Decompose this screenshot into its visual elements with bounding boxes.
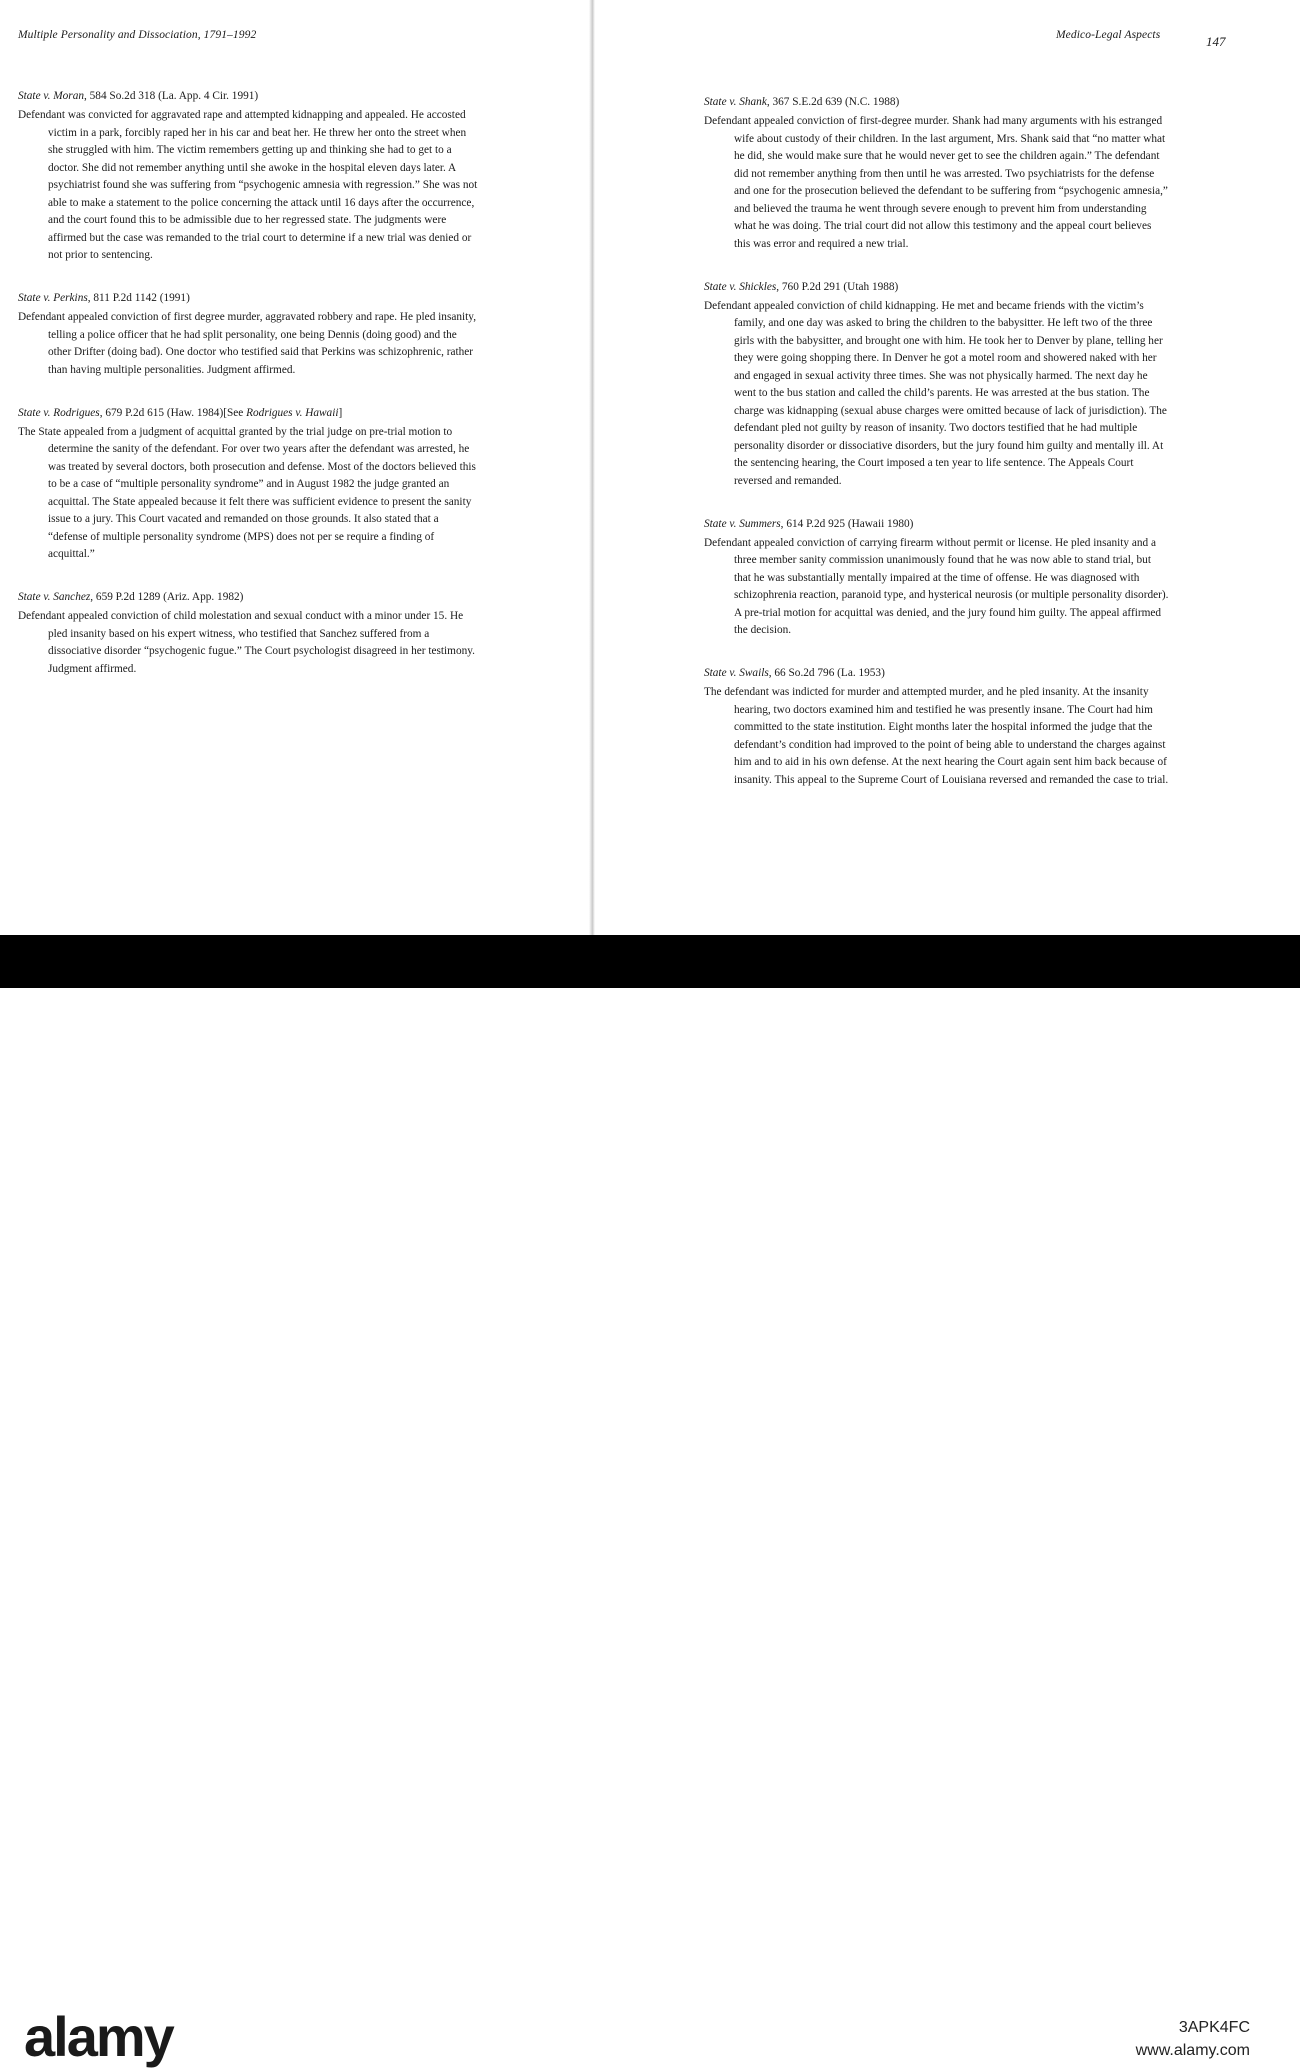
- cross-reference-case: Rodrigues v. Hawaii: [246, 406, 339, 419]
- image-id: 3APK4FC: [1178, 2019, 1250, 2036]
- case-entry: [704, 94, 1170, 253]
- case-reporter: , 811 P.2d 1142 (1991): [87, 292, 190, 304]
- case-citation: [704, 665, 1170, 681]
- right-column: [704, 94, 1170, 815]
- case-reporter: , 614 P.2d 925 (Hawaii 1980): [780, 517, 914, 530]
- left-column: [18, 88, 480, 704]
- case-summary: The State appealed from a judgment of acquittal granted by the trial judge on pre-trial motion to determine the sanity of the defendant. For over two years after the defendant was arrested, he was treated by several doctors, both prosecution and defense. Most of the doctors believed this to be a case of “multiple personality syndrome” and in August 1982 the judge granted an acquittal. The State appealed because it felt there was sufficient evidence to present the sanity issue to a jury. This Court vacated and remanded on those grounds. It also stated that a “defense of multiple personality syndrome (MPS) does not per se require a finding of acquittal.”: [18, 425, 476, 560]
- left-page: [0, 0, 592, 930]
- case-summary: The defendant was indicted for murder and attempted murder, and he pled insanity. At the insanity hearing, two doctors examined him and testified he was presently insane. The Court had him committed to the state institution. Eight months later the hospital informed the judge that the defendant’s condition had improved to the point of being able to understand the charges against him and to aid in his own defense. At the next hearing the Court again sent him back because of insanity. This appeal to the Supreme Court of Louisiana reversed and remanded the case to trial.: [704, 686, 1169, 786]
- right-running-head: Medico-Legal Aspects: [1056, 29, 1161, 41]
- case-reporter: , 659 P.2d 1289 (Ariz. App. 1982): [90, 591, 244, 603]
- cross-reference-close: ]: [338, 406, 343, 419]
- case-summary: Defendant was convicted for aggravated rape and attempted kidnapping and appealed. He accosted victim in a park, forcibly raped her in his car and beat her. He threw her onto the street when she struggled with him. The victim remembers getting up and thinking she had to get to a doctor. She did not remember anything until she awoke in the hospital eleven days later. A psychiatrist found she was suffering from “psychogenic amnesia with regression.” She was not able to make a statement to the police concerning the attack until 16 days after the occurrence, and the court found this to be admissible due to her regressed state. The judgments were affirmed but the case was remanded to the trial court to determine if a new trial was denied or not prior to sentencing.: [18, 109, 478, 261]
- case-entry: [18, 589, 480, 678]
- alamy-logo: [24, 2005, 202, 2072]
- alamy-logo-text: alamy: [24, 2005, 173, 2068]
- case-name: State v. Swails: [704, 667, 769, 679]
- case-name: State v. Shickles: [704, 280, 777, 293]
- case-reporter: , 760 P.2d 291 (Utah 1988): [776, 280, 899, 293]
- watermark-footer: [0, 988, 1300, 2068]
- case-reporter: , 367 S.E.2d 639 (N.C. 1988): [766, 96, 900, 108]
- site-url: www.alamy.com: [1135, 2042, 1250, 2059]
- scan-black-band: [0, 935, 1300, 988]
- case-citation: [704, 94, 1170, 110]
- case-entry: [18, 405, 480, 564]
- case-summary: Defendant appealed conviction of child molestation and sexual conduct with a minor under 15. He pled insanity based on his expert witness, who testified that Sanchez suffered from a dissociative disorder “psychogenic fugue.” The Court psychologist disagreed in her testimony. Judgment affirmed.: [18, 610, 475, 675]
- case-entry: [18, 88, 480, 265]
- case-name: State v. Shank: [704, 96, 767, 108]
- right-page: [594, 0, 1300, 930]
- case-citation: [704, 516, 1170, 532]
- case-name: State v. Perkins: [18, 292, 88, 304]
- case-name: State v. Moran: [18, 90, 84, 102]
- case-summary: Defendant appealed conviction of first degree murder, aggravated robbery and rape. He pled insanity, telling a police officer that he had split personality, one being Dennis (doing good) and the other Drifter (doing bad). One doctor who testified said that Perkins was schizophrenic, rather than having multiple personalities. Judgment affirmed.: [18, 311, 477, 376]
- case-summary: Defendant appealed conviction of first-degree murder. Shank had many arguments with his estranged wife about custody of their children. In the last argument, Mrs. Shank said that “no matter what he did, she would make sure that he would never get to see the children again.” The defendant did not remember anything from then until he was arrested. Two psychiatrists for the defense and one for the prosecution believed the defendant to be suffering from “psychogenic amnesia,” and believed the trauma he went through severe enough to prevent him from understanding what he was doing. The trial court did not allow this testimony and the appeal court believes this was error and required a new trial.: [704, 115, 1168, 250]
- case-citation: [18, 589, 480, 605]
- left-running-head: Multiple Personality and Dissociation, 1791–1992: [18, 29, 257, 41]
- case-citation: [18, 88, 480, 104]
- case-citation: [18, 290, 480, 306]
- case-name: State v. Rodrigues: [18, 406, 100, 419]
- case-name: State v. Summers: [704, 517, 781, 530]
- case-reporter: , 66 So.2d 796 (La. 1953): [768, 667, 885, 679]
- page-number: 147: [1206, 34, 1226, 49]
- case-summary: Defendant appealed conviction of child kidnapping. He met and became friends with the victim’s family, and one day was asked to bring the children to the babysitter. He left two of the three girls with the babysitter, and brought one with him. He took her to Denver by plane, telling her they were going shopping there. In Denver he got a motel room and showered naked with her and engaged in sexual activity three times. She was not physically harmed. The next day he went to the bus station and called the child’s parents. He was arrested at the bus station. The charge was kidnapping (sexual abuse charges were omitted because of lack of jurisdiction). The defendant pled not guilty by reason of insanity. Two doctors testified that he had multiple personality disorder or dissociative disorders, but the jury found him guilty and mentally ill. At the sentencing hearing, the Court imposed a ten year to life sentence. The Appeals Court reversed and remanded.: [704, 299, 1167, 487]
- case-summary: Defendant appealed conviction of carrying firearm without permit or license. He pled insanity and a three member sanity commission unanimously found that he was now able to stand trial, but that he was substantially mentally impaired at the time of offense. He was diagnosed with schizophrenia reaction, paranoid type, and hysterical neurosis (or multiple personality disorder). A pre-trial motion for acquittal was denied, and the jury found him guilty. The appeal affirmed the decision.: [704, 536, 1169, 636]
- case-entry: [704, 279, 1170, 491]
- case-entry: [704, 665, 1170, 789]
- case-reporter: , 584 So.2d 318 (La. App. 4 Cir. 1991): [84, 90, 259, 102]
- case-name: State v. Sanchez: [18, 591, 91, 603]
- case-citation: [704, 279, 1170, 295]
- case-entry: [704, 516, 1170, 640]
- case-reporter: , 679 P.2d 615 (Haw. 1984)[See: [99, 406, 247, 419]
- case-citation: [18, 405, 480, 421]
- case-entry: [18, 290, 480, 379]
